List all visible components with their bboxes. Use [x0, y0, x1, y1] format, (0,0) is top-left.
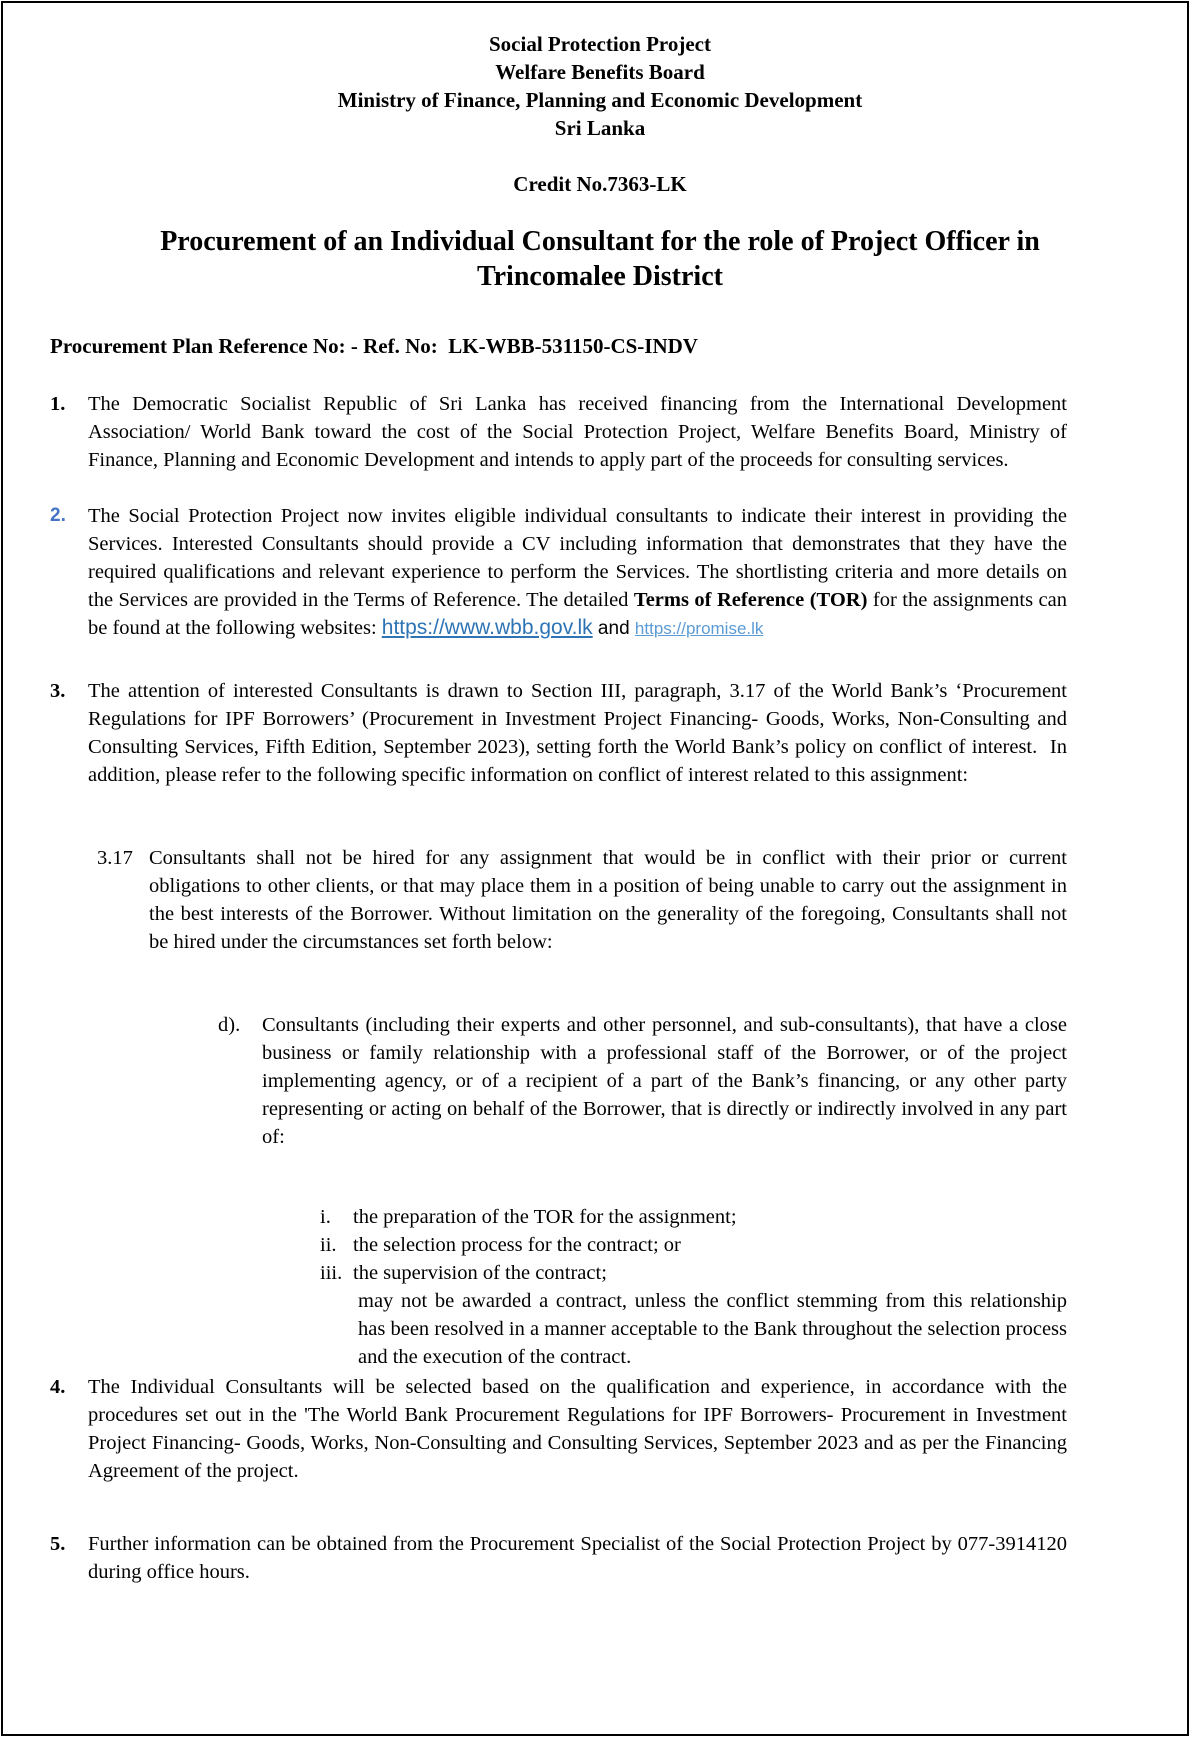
clause-d-label: d).: [218, 1014, 241, 1036]
item-2-tor-bold: Terms of Reference (TOR): [633, 589, 868, 611]
numbered-item-5: [50, 1530, 1067, 1586]
list-item: [320, 1231, 1067, 1259]
header-board-name: Welfare Benefits Board: [495, 60, 705, 84]
clause-3-17-text: Consultants shall not be hired for any assignment that would be in conflict with their prior or current obligations to other clients, or that may place them in a position of being unable to carry out the assignment in the best interests of the Borrower. Without limitation on the generality of the foregoing, Consultants shall not be hired under the circumstances set forth below:: [149, 847, 1067, 953]
item-3-number: 3.: [50, 680, 66, 702]
roman-i-text: the preparation of the TOR for the assignment;: [353, 1206, 737, 1228]
header-country: Sri Lanka: [554, 116, 646, 140]
list-item: [320, 1203, 1067, 1231]
item-3-text: The attention of interested Consultants is drawn to Section III, paragraph, 3.17 of the World Bank’s ‘Procurement Regulations for IPF Borrowers’ (Procurement in Investment Project Financing- Goods, Works, Non-Consulting and Consulting Services, Fifth Edition, September 2023), setting forth the World Bank’s policy on conflict of interest. In addition, please refer to the following specific information on conflict of interest related to this assignment:: [88, 680, 1067, 786]
item-1-number: 1.: [50, 393, 66, 415]
item-2-text: [88, 502, 1067, 643]
item-2-number: 2.: [50, 505, 66, 526]
clause-3-17: [97, 844, 1067, 956]
item-4-number: 4.: [50, 1376, 66, 1398]
link-separator-text: and: [592, 618, 635, 639]
numbered-item-4: [50, 1373, 1067, 1485]
wbb-website-link[interactable]: https://www.wbb.gov.lk: [381, 616, 593, 639]
roman-i-numeral: i.: [320, 1206, 331, 1228]
numbered-item-2: [50, 502, 1067, 643]
list-item: [320, 1259, 1067, 1287]
item-2-text-part1: The Social Protection Project now invites eligible individual consultants to indicate their interest in providing the Services. Interested Consultants should provide a CV including information that demonstrates that they have the required qualifications and relevant experience to perform the Services. The shortlisting criteria and more details on the Services are provided in the Terms of Reference. The detailed: [88, 505, 1067, 611]
promise-website-link[interactable]: https://promise.lk: [634, 619, 764, 638]
procurement-reference: Procurement Plan Reference No: - Ref. No: LK-WBB-531150-CS-INDV: [50, 334, 698, 358]
page-title: [0, 224, 1200, 294]
numbered-item-1: [50, 390, 1067, 474]
clause-d-continuation: may not be awarded a contract, unless the conflict stemming from this relationship has been resolved in a manner acceptable to the Bank throughout the selection process and the execution of the contract.: [358, 1290, 1067, 1368]
roman-ii-text: the selection process for the contract; or: [353, 1234, 681, 1256]
clause-d-text: Consultants (including their experts and other personnel, and sub-consultants), that have a close business or family relationship with a professional staff of the Borrower, or of the project implementing agency, or of a recipient of a part of the Bank’s financing, or any other party representing or acting on behalf of the Borrower, that is directly or indirectly involved in any part of:: [262, 1014, 1067, 1148]
header-project-name: Social Protection Project: [489, 32, 711, 56]
roman-iii-numeral: iii.: [320, 1262, 343, 1284]
roman-numeral-list: [320, 1203, 1067, 1287]
page-title-line2: Trincomalee District: [477, 261, 723, 292]
item-1-text: The Democratic Socialist Republic of Sri Lanka has received financing from the International Development Association/ World Bank toward the cost of the Social Protection Project, Welfare Benefits Board, Ministry of Finance, Planning and Economic Development and intends to apply part of the proceeds for consulting services.: [88, 393, 1067, 471]
clause-3-17-number: 3.17: [97, 847, 133, 869]
item-5-text: Further information can be obtained from the Procurement Specialist of the Social Protection Project by 077-3914120 during office hours.: [88, 1533, 1067, 1583]
item-4-text: The Individual Consultants will be selected based on the qualification and experience, in accordance with the procedures set out in the 'The World Bank Procurement Regulations for IPF Borrowers- Procurement in Investment Project Financing- Goods, Works, Non-Consulting and Consulting Services, September 2023 and as per the Financing Agreement of the project.: [88, 1376, 1067, 1482]
item-2-text-part2: for the assignments can be found at the following websites:: [88, 589, 1067, 639]
roman-iii-text: the supervision of the contract;: [353, 1262, 607, 1284]
header-ministry-name: Ministry of Finance, Planning and Economic Development: [337, 88, 863, 112]
numbered-item-3: [50, 677, 1067, 789]
roman-ii-numeral: ii.: [320, 1234, 337, 1256]
page-title-line1: Procurement of an Individual Consultant for the role of Project Officer in: [160, 226, 1040, 257]
credit-number: Credit No.7363-LK: [513, 172, 687, 196]
clause-d: [218, 1011, 1067, 1151]
item-5-number: 5.: [50, 1533, 66, 1555]
